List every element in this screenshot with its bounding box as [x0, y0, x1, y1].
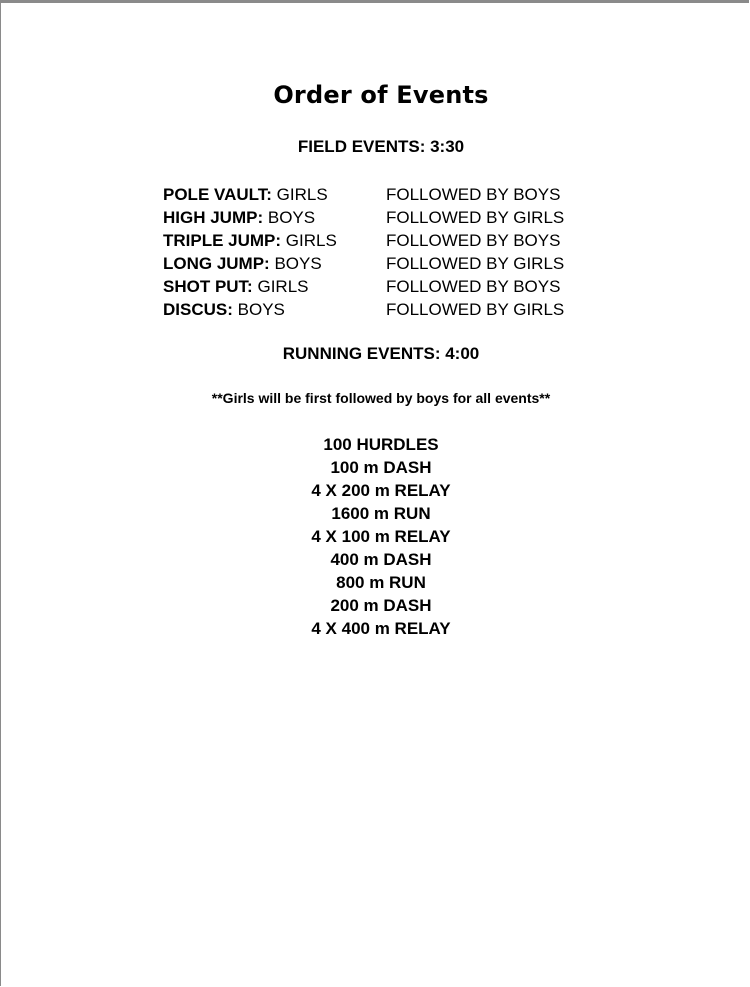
first-group: GIRLS [257, 277, 309, 296]
follow-group: FOLLOWED BY GIRLS [386, 254, 565, 273]
running-events-note: **Girls will be first followed by boys for all events** [211, 390, 551, 406]
follow-group: FOLLOWED BY BOYS [386, 231, 561, 250]
event-name: LONG JUMP: [163, 254, 270, 273]
field-event-row [163, 298, 564, 321]
first-group: GIRLS [276, 185, 328, 204]
first-group: GIRLS [285, 231, 337, 250]
running-event-item: 800 m RUN [336, 573, 426, 592]
running-event-item: 4 X 200 m RELAY [311, 481, 451, 500]
running-event-item: 4 X 100 m RELAY [311, 527, 451, 546]
first-group: BOYS [274, 254, 322, 273]
event-name: SHOT PUT: [163, 277, 253, 296]
running-event-item: 200 m DASH [330, 596, 432, 615]
field-event-row [163, 206, 564, 229]
event-name: TRIPLE JUMP: [163, 231, 282, 250]
field-events-table [163, 183, 564, 321]
event-name: HIGH JUMP: [163, 208, 264, 227]
follow-group: FOLLOWED BY BOYS [386, 185, 561, 204]
field-event-row [163, 275, 564, 298]
field-event-row [163, 229, 564, 252]
field-events-heading: FIELD EVENTS: 3:30 [297, 137, 465, 156]
event-name: DISCUS: [163, 300, 233, 319]
running-event-item: 1600 m RUN [331, 504, 431, 523]
running-event-item: 4 X 400 m RELAY [311, 619, 451, 638]
follow-group: FOLLOWED BY BOYS [386, 277, 561, 296]
page-title: Order of Events [273, 81, 489, 109]
running-event-item: 100 HURDLES [323, 435, 439, 454]
follow-group: FOLLOWED BY GIRLS [386, 300, 565, 319]
first-group: BOYS [237, 300, 285, 319]
running-events-list [1, 433, 750, 640]
event-name: POLE VAULT: [163, 185, 272, 204]
running-event-item: 400 m DASH [330, 550, 432, 569]
running-events-heading: RUNNING EVENTS: 4:00 [282, 344, 480, 363]
running-event-item: 100 m DASH [330, 458, 432, 477]
field-event-row [163, 183, 564, 206]
follow-group: FOLLOWED BY GIRLS [386, 208, 565, 227]
field-event-row [163, 252, 564, 275]
first-group: BOYS [267, 208, 316, 227]
